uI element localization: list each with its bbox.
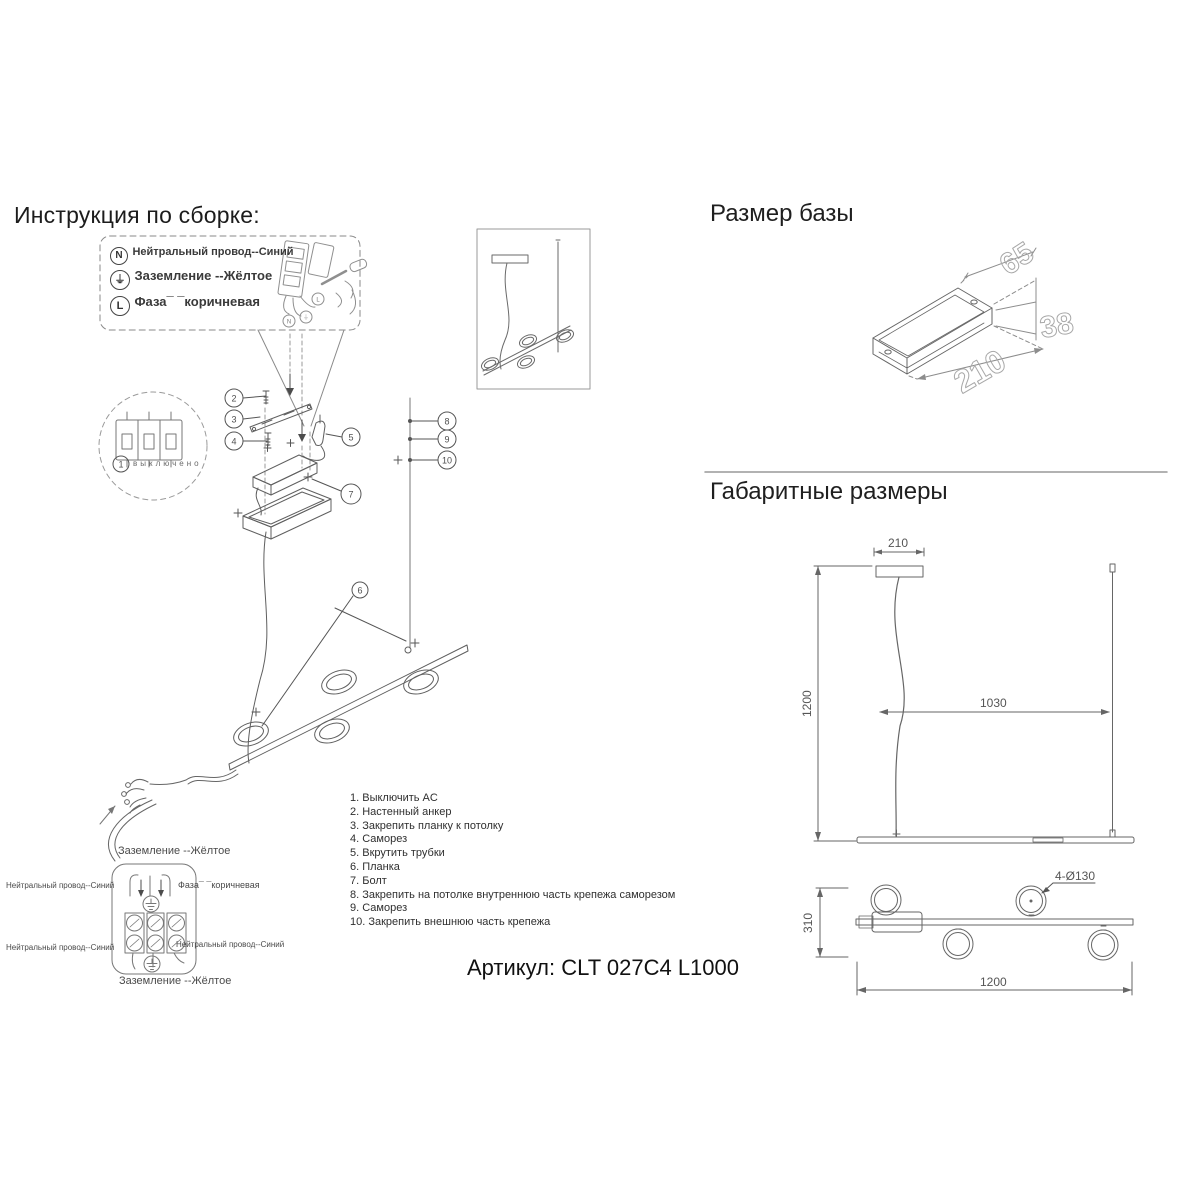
step-item: 1. Выключить AC [350, 792, 438, 804]
legend-phase-label: Фаза¯ ¯коричневая [134, 294, 260, 309]
canopy-dim: 210 [888, 536, 909, 550]
step-item: 2. Настенный анкер [350, 805, 452, 818]
svg-text:2: 2 [231, 393, 237, 404]
step-item: 4. Саморез [350, 833, 408, 846]
suspension-tube-drawing [405, 398, 412, 653]
lamp-bar-drawing [229, 645, 468, 770]
step-item: 8. Закрепить на потолке внутреннюю часть крепежа саморезом [350, 888, 676, 901]
step-item: 10. Закрепить внешнюю часть крепежа [350, 916, 551, 929]
neutral-right-lower-label: Нейтральный провод--Синий [176, 940, 285, 949]
breaker-callout-number: 1 [118, 459, 124, 470]
driver-box-drawing [253, 455, 317, 515]
span-dim: 1030 [980, 696, 1007, 710]
step-item: 3. Закрепить планку к потолку [350, 819, 504, 832]
ground-symbol-icon: ⏚ [110, 270, 130, 290]
neutral-left-lower-label: Нейтральный провод--Синий [6, 943, 115, 952]
step-item: 5. Вкрутить трубки [350, 847, 445, 860]
breaker-off-label: выключено [133, 459, 202, 468]
exploded-view [225, 334, 468, 770]
bar-length-dim: 1200 [980, 975, 1007, 989]
svg-text:L: L [316, 297, 320, 304]
svg-text:6: 6 [357, 585, 363, 596]
svg-text:N: N [286, 319, 292, 326]
phase-symbol-icon: L [110, 296, 130, 316]
svg-text:3: 3 [231, 414, 237, 425]
svg-text:9: 9 [444, 434, 450, 445]
phase-right-label: Фаза¯ ¯коричневая [178, 880, 260, 890]
svg-text:7: 7 [348, 489, 354, 500]
side-view-drawing [814, 548, 1134, 843]
breaker-drawing [99, 392, 207, 500]
cable-drawing [248, 532, 267, 763]
neutral-left-upper-label: Нейтральный провод--Синий [6, 881, 115, 890]
mounting-strip-drawing [250, 404, 312, 432]
legend-row-ground [110, 268, 272, 290]
legend-row-neutral [110, 245, 294, 265]
svg-text:10: 10 [441, 455, 453, 466]
legend-ground-label: Заземление --Жёлтое [134, 268, 273, 283]
overall-size-title: Габаритные размеры [710, 478, 948, 505]
base-dim-length: 210 [947, 342, 1012, 401]
ground-symbol-icon-top [143, 896, 159, 912]
base-dim-height: 38 [1037, 306, 1077, 345]
ground-top-label: Заземление --Жёлтое [118, 845, 231, 857]
hook-drawing [303, 415, 325, 460]
assembled-lamp-preview [477, 229, 590, 389]
svg-text:4: 4 [231, 436, 237, 447]
neutral-symbol-icon: N [110, 247, 128, 265]
legend-row-phase [110, 294, 260, 316]
step-item: 6. Планка [350, 860, 400, 873]
assembly-steps-list [350, 792, 675, 930]
drop-dim: 1200 [800, 690, 814, 717]
step-item: 7. Болт [350, 874, 387, 887]
screw-drawings [263, 391, 271, 446]
base-dim-width: 65 [993, 236, 1040, 282]
bar-height-dim: 310 [801, 912, 815, 933]
step-item: 9. Саморез [350, 902, 408, 915]
article-number: Артикул: CLT 027C4 L1000 [467, 955, 740, 980]
page-title: Инструкция по сборке: [14, 202, 260, 228]
callouts [225, 389, 456, 598]
base-size-title: Размер базы [710, 200, 854, 227]
svg-text:5: 5 [348, 432, 354, 443]
ground-symbol-icon-bottom [144, 956, 160, 972]
plan-view-drawing [816, 883, 1133, 995]
svg-text:8: 8 [444, 416, 450, 427]
rings-dim: 4-Ø130 [1055, 869, 1096, 883]
svg-text:⏚: ⏚ [302, 315, 310, 322]
legend-neutral-label: Нейтральный провод--Синий [132, 246, 294, 258]
ground-bottom-label: Заземление --Жёлтое [119, 975, 232, 987]
